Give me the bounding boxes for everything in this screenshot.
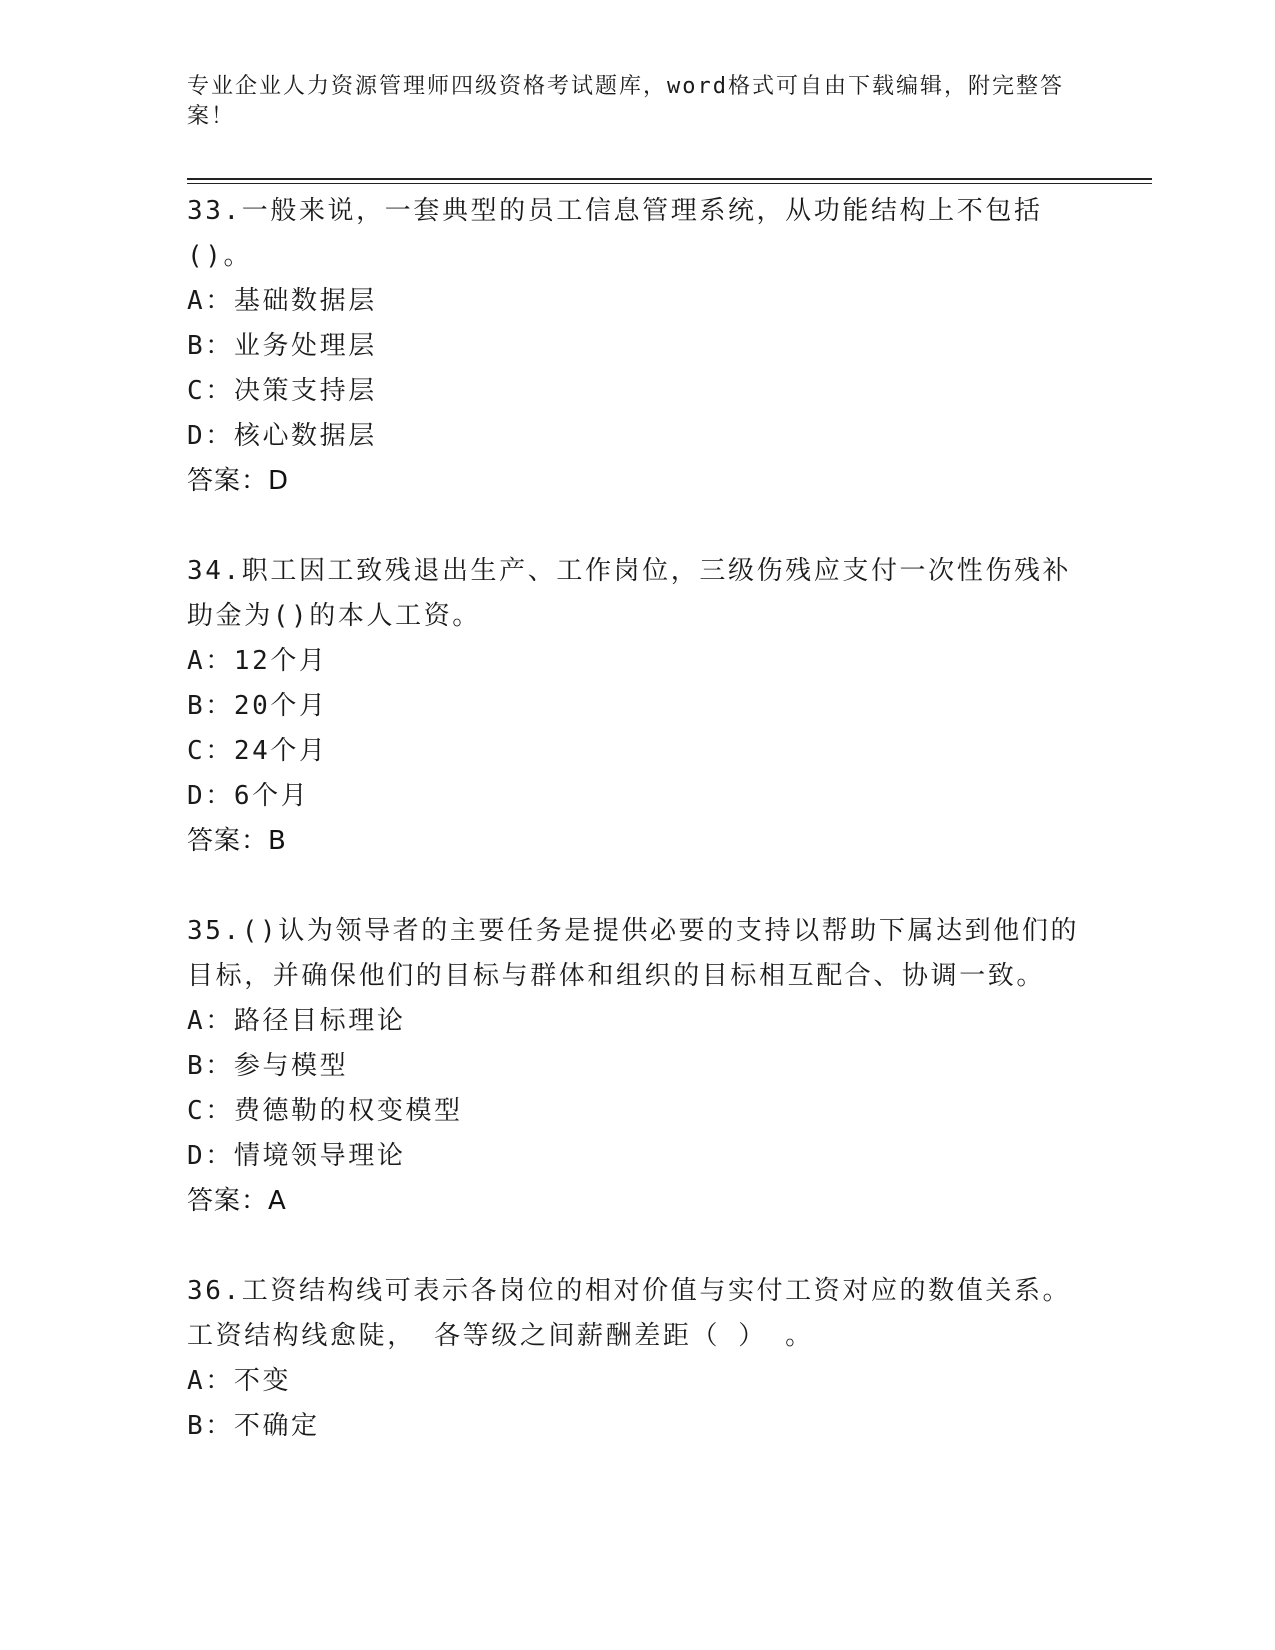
option-d: [187, 774, 1087, 819]
option-letter: B：: [187, 1051, 234, 1081]
question-33: [187, 189, 1087, 504]
answer-line: 答案：A: [187, 1186, 287, 1216]
option-text: 情境领导理论: [233, 1141, 406, 1171]
option-letter: D：: [187, 781, 234, 811]
question-35: [187, 909, 1087, 1224]
answer-line: 答案：D: [187, 466, 290, 496]
question-stem: 36.工资结构线可表示各岗位的相对价值与实付工资对应的数值关系。工资结构线愈陡， 各等级之间薪酬差距（ ） 。: [187, 1276, 1072, 1351]
option-a: [187, 1359, 1087, 1404]
option-text: 业务处理层: [233, 331, 377, 361]
document-header: 专业企业人力资源管理师四级资格考试题库，word格式可自由下载编辑，附完整答案！: [187, 74, 1064, 129]
option-text: 6个月: [233, 781, 310, 811]
option-letter: D：: [187, 421, 234, 451]
option-letter: B：: [187, 691, 234, 721]
option-letter: B：: [187, 1411, 234, 1441]
answer-line: 答案：B: [187, 826, 287, 856]
option-letter: C：: [187, 1096, 234, 1126]
option-letter: C：: [187, 376, 234, 406]
option-text: 24个月: [233, 736, 328, 766]
question-36: [187, 1269, 1087, 1449]
option-c: [187, 729, 1087, 774]
option-c: [187, 1089, 1087, 1134]
option-letter: B：: [187, 331, 234, 361]
question-list: [187, 189, 1087, 1449]
option-text: 费德勒的权变模型: [233, 1096, 463, 1126]
option-text: 不变: [233, 1366, 292, 1396]
option-letter: A：: [187, 1366, 234, 1396]
option-text: 决策支持层: [233, 376, 377, 406]
option-a: [187, 279, 1087, 324]
option-b: [187, 684, 1087, 729]
option-letter: D：: [187, 1141, 234, 1171]
option-text: 路径目标理论: [233, 1006, 406, 1036]
option-text: 参与模型: [233, 1051, 349, 1081]
question-stem: 33.一般来说，一套典型的员工信息管理系统，从功能结构上不包括()。: [187, 196, 1043, 271]
option-text: 基础数据层: [233, 286, 377, 316]
option-text: 核心数据层: [233, 421, 377, 451]
option-text: 12个月: [233, 646, 328, 676]
option-letter: A：: [187, 646, 234, 676]
option-letter: A：: [187, 1006, 234, 1036]
question-spacer: [187, 504, 1087, 549]
header-divider-thick: [187, 178, 1152, 180]
option-a: [187, 999, 1087, 1044]
header-divider-thin: [187, 183, 1152, 184]
option-a: [187, 639, 1087, 684]
option-letter: C：: [187, 736, 234, 766]
question-34: [187, 549, 1087, 864]
question-spacer: [187, 1224, 1087, 1269]
option-b: [187, 324, 1087, 369]
option-letter: A：: [187, 286, 234, 316]
question-stem: 35.()认为领导者的主要任务是提供必要的支持以帮助下属达到他们的目标，并确保他们的目标与群体和组织的目标相互配合、协调一致。: [187, 916, 1080, 991]
option-text: 不确定: [233, 1411, 320, 1441]
option-b: [187, 1044, 1087, 1089]
option-text: 20个月: [233, 691, 328, 721]
question-stem: 34.职工因工致残退出生产、工作岗位，三级伤残应支付一次性伤残补助金为()的本人工资。: [187, 556, 1072, 631]
option-d: [187, 1134, 1087, 1179]
option-c: [187, 369, 1087, 414]
option-d: [187, 414, 1087, 459]
question-spacer: [187, 864, 1087, 909]
option-b: [187, 1404, 1087, 1449]
